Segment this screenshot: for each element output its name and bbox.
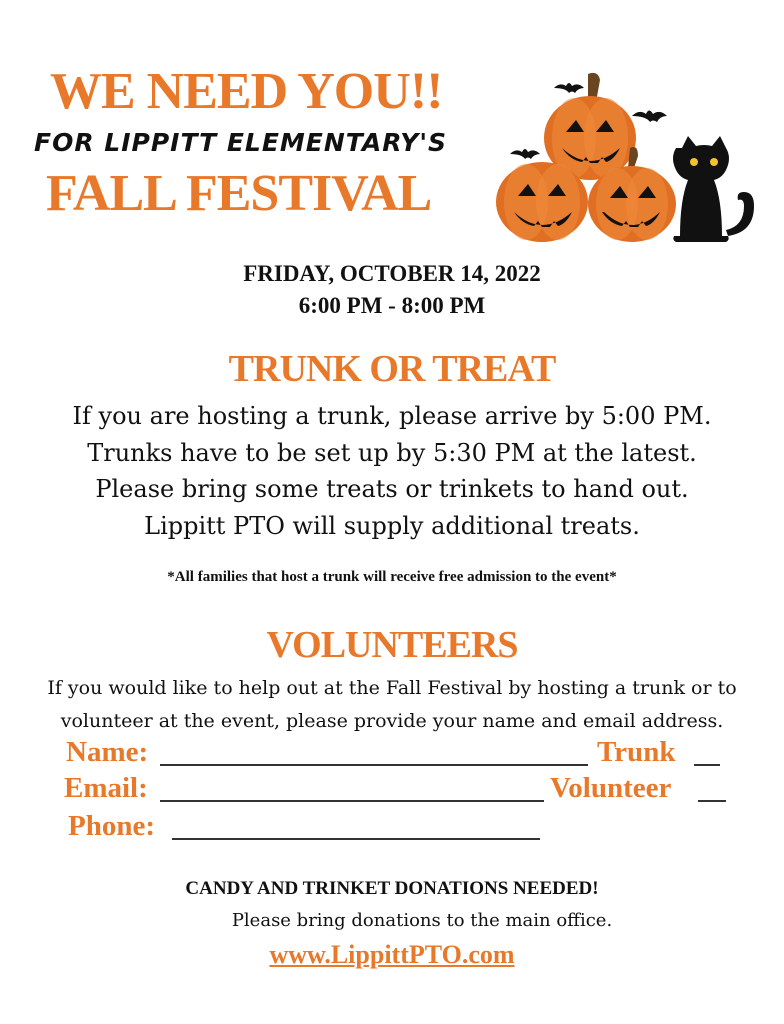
- event-date: FRIDAY, OCTOBER 14, 2022: [243, 261, 541, 286]
- bat-icon: [632, 111, 667, 123]
- volunteer-checkbox-line[interactable]: [698, 800, 726, 802]
- email-field[interactable]: [160, 800, 544, 802]
- name-field[interactable]: [160, 764, 588, 766]
- headline-we-need-you: WE NEED YOU!!: [50, 63, 443, 120]
- instruction-line: Trunks have to be set up by 5:30 PM at the latest.: [87, 438, 697, 467]
- phone-label: Phone:: [68, 810, 155, 842]
- pumpkin-icon: [496, 162, 588, 242]
- trunk-or-treat-instructions: [0, 398, 784, 544]
- bat-icon: [554, 83, 584, 93]
- trunk-checkbox-line[interactable]: [694, 764, 720, 766]
- description-line: If you would like to help out at the Fall Festival by hosting a trunk or to: [47, 677, 737, 699]
- instruction-line: If you are hosting a trunk, please arrive by 5:00 PM.: [72, 402, 712, 430]
- pumpkin-icon: [544, 73, 636, 180]
- donations-heading: CANDY AND TRINKET DONATIONS NEEDED!: [185, 878, 599, 899]
- bat-icon: [510, 149, 540, 159]
- donations-instructions: Please bring donations to the main office.: [231, 910, 613, 931]
- instruction-line: Lippitt PTO will supply additional treats.: [144, 511, 640, 540]
- website-link[interactable]: www.LippittPTO.com: [269, 940, 515, 969]
- phone-field[interactable]: [172, 838, 540, 840]
- headline-fall-festival: FALL FESTIVAL: [46, 165, 432, 222]
- volunteer-option-label: Volunteer: [550, 772, 672, 804]
- description-line: volunteer at the event, please provide your name and email address.: [60, 710, 724, 732]
- subtitle-school-name: FOR LIPPITT ELEMENTARY'S: [34, 128, 447, 157]
- volunteers-title: VOLUNTEERS: [266, 624, 518, 666]
- email-label: Email:: [64, 772, 148, 804]
- event-datetime: [0, 258, 784, 322]
- event-time: 6:00 PM - 8:00 PM: [298, 293, 486, 318]
- volunteers-description: [0, 672, 784, 738]
- free-admission-note: *All families that host a trunk will receive free admission to the event*: [167, 569, 617, 585]
- trunk-option-label: Trunk: [597, 736, 676, 768]
- black-cat-icon: [673, 136, 754, 242]
- trunk-or-treat-title: TRUNK OR TREAT: [228, 348, 556, 390]
- halloween-art: [492, 70, 772, 252]
- instruction-line: Please bring some treats or trinkets to hand out.: [95, 475, 689, 503]
- name-label: Name:: [66, 736, 149, 768]
